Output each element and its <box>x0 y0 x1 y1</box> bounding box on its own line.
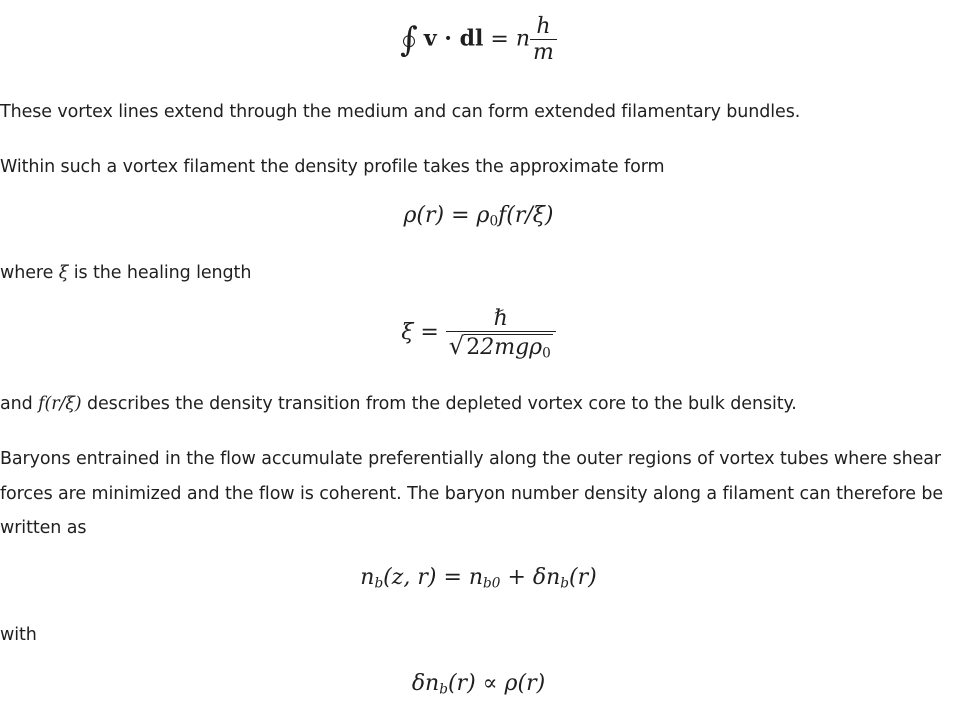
plus-sign: + <box>507 565 526 590</box>
density-perturbation: δn <box>532 565 561 590</box>
density-profile-equation <box>0 203 957 228</box>
proportionality-equation <box>0 671 957 696</box>
paragraph-healing-length <box>0 256 957 291</box>
perturbation-args: (r) <box>569 565 597 590</box>
text-where: where <box>0 263 54 283</box>
fraction-denominator <box>446 332 556 360</box>
radicand: 22mgρ$_0$ <box>466 335 551 362</box>
baryon-density-args: (z, r) <box>383 565 437 590</box>
radical-sign: √ <box>448 332 465 360</box>
baryon-density-lhs: n <box>360 565 375 590</box>
density-lhs: ρ(r) <box>403 203 445 228</box>
baryon-subscript: b <box>374 575 384 592</box>
radicand-subscript: 0 <box>542 345 551 362</box>
density-rhs: ρ(r) <box>504 671 546 696</box>
text-describes: describes the density transition from the depleted vortex core to the bulk density. <box>87 394 797 414</box>
fraction-numerator: h <box>530 14 557 40</box>
profile-function: f(r/ξ) <box>498 203 554 228</box>
fraction-denominator: m <box>532 40 554 65</box>
paragraph-profile-description <box>0 387 957 422</box>
symbol-xi: ξ <box>58 263 69 283</box>
healing-length-equation <box>0 306 957 360</box>
background-density: n <box>468 565 484 590</box>
circulation-equation <box>0 14 957 65</box>
text-and: and <box>0 394 33 414</box>
radicand-text: 2mgρ <box>480 335 543 360</box>
equals-sign: = <box>451 203 470 228</box>
perturbation-args: (r) <box>447 671 476 696</box>
xi-lhs: ξ <box>401 320 414 345</box>
perturbation-subscript: b <box>439 681 448 698</box>
quantum-number: n <box>515 26 530 52</box>
bulk-density: ρ <box>476 203 490 228</box>
equals-sign: = <box>420 320 439 345</box>
square-root <box>449 332 553 360</box>
circulation-integrand: v · dl <box>423 25 484 52</box>
paragraph-with: with <box>0 625 37 645</box>
baryon-density-equation <box>0 565 957 590</box>
fraction <box>446 306 556 360</box>
proportional-sign: ∝ <box>482 671 498 696</box>
fraction <box>530 14 557 65</box>
paragraph-density-intro: Within such a vortex filament the density profile takes the approximate form <box>0 157 665 177</box>
perturbation-lhs: δn <box>411 671 440 696</box>
paragraph-baryons: Baryons entrained in the flow accumulate preferentially along the outer regions of vortex tubes where shear forces are minimized and the flow is coherent. The baryon number density along a filament can therefore be written as <box>0 449 944 538</box>
text-healing-length: is the healing length <box>73 263 252 283</box>
contour-integral-symbol: ∫ <box>400 19 418 60</box>
symbol-profile-function: f(r/ξ) <box>38 394 82 414</box>
perturbation-subscript: b <box>560 575 570 592</box>
equals-sign: = <box>490 26 509 52</box>
bulk-density-subscript: 0 <box>489 213 499 230</box>
background-density-subscript: b0 <box>483 575 501 592</box>
equals-sign: = <box>443 565 462 590</box>
fraction-numerator: ℏ <box>446 306 556 332</box>
paragraph-vortex-lines: These vortex lines extend through the medium and can form extended filamentary bundles. <box>0 102 801 122</box>
